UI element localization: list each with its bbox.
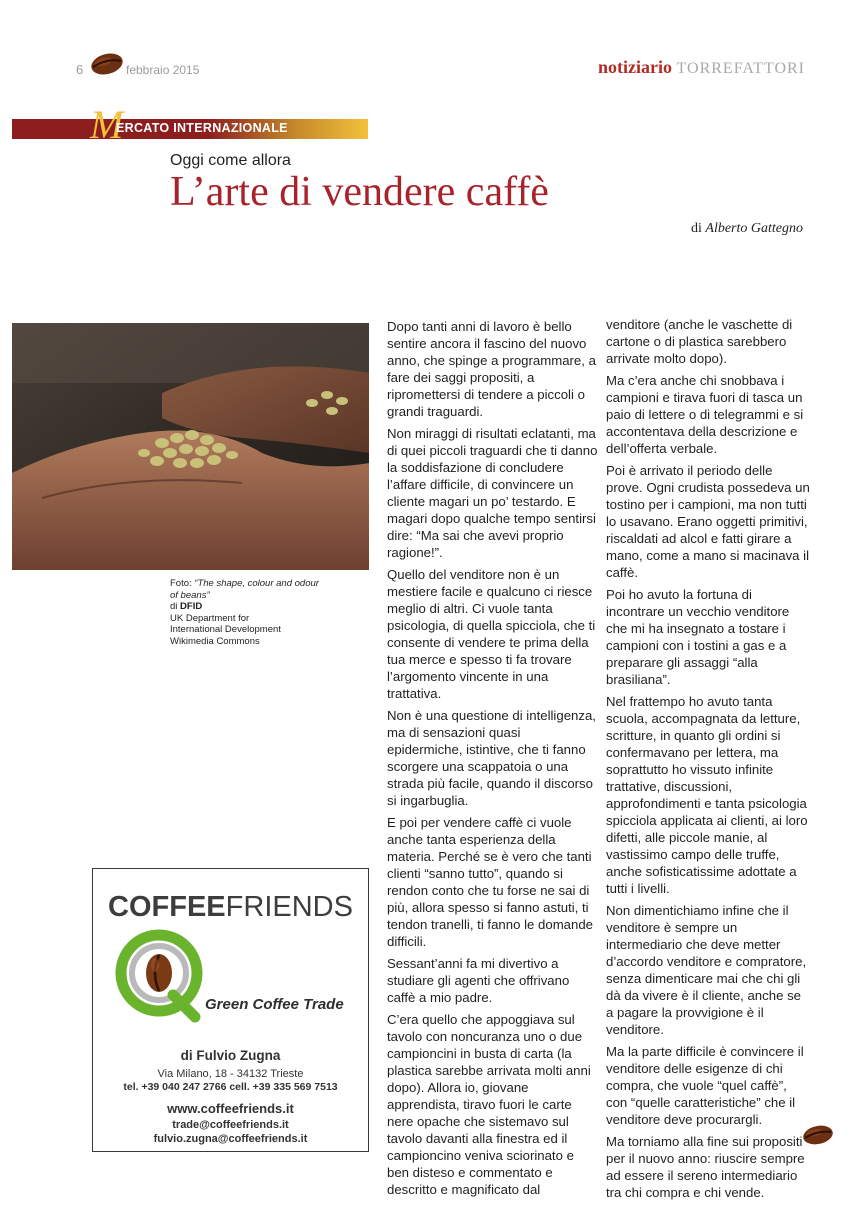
ad-address: Via Milano, 18 - 34132 Trieste (157, 1068, 304, 1080)
paragraph: Poi ho avuto la fortuna di incontrare un vecchio venditore che mi ha insegnato a tostare i campioni con i tostini a gas e a preparare gli assaggi “alla brasiliana”. (606, 587, 790, 687)
paragraph: Sessant’anni fa mi divertivo a studiare gli agenti che offrivano caffè a mio padre. (387, 956, 570, 1005)
article-column-1 (387, 318, 599, 1203)
paragraph: venditore (anche le vaschette di cartone o di plastica sarebbero arrivate molto dopo). (606, 317, 793, 366)
caption-line: International Development (170, 624, 281, 635)
paragraph: Non è una questione di intelligenza, ma di sensazioni quasi epidermiche, istintive, che ti fanno scorgere una scappatoia o una strada più facile, quando il discorso si ingarbuglia. (387, 708, 596, 808)
issue-date: febbraio 2015 (126, 63, 200, 77)
section-initial: M (90, 102, 124, 147)
paragraph: Nel frattempo ho avuto tanta scuola, accompagnata da letture, scritture, in quanto gli ordini si confermavano per lettera, ma soprattutto ho vissuto infinite trattative, discussioni, approfondimenti e tanta psicologia spicciola applicata ai clienti, ai loro difetti, alle piccole manie, al vastissimo campo delle truffe, anche sofisticatissime adottate a tutti i livelli. (606, 694, 808, 896)
ad-website: www.coffeefriends.it (167, 1101, 294, 1116)
coffee-bean-end-icon (802, 1124, 834, 1146)
article-column-2 (606, 316, 810, 1206)
ad-brand-bold: COFFEE (108, 891, 226, 923)
article-photo (12, 323, 369, 570)
ad-email-owner: fulvio.zugna@coffeefriends.it (153, 1133, 308, 1145)
article-title: L’arte di vendere caffè (170, 169, 549, 215)
paragraph: C’era quello che appoggiava sul tavolo con noncuranza uno o due campioncini in busta di carta (la plastica sarebbe arrivata molti anni dopo). Allora io, giovane apprendista, tiravo fuori le carte nere opache che sistemavo sul tavolo davanti alla finestra ed il campioncino veniva sciorinato e ben disteso e commentato e descritto e magnificato dal (387, 1012, 591, 1197)
paragraph: Ma c’era anche chi snobbava i campioni e tirava fuori di tasca un paio di lettere o di telegrammi e si accontentava della descrizione e dell’offerta verbale. (606, 373, 804, 456)
page-number: 6 (76, 62, 84, 77)
caption-prefix: Foto: (170, 578, 195, 589)
ad-email-trade: trade@coffeefriends.it (172, 1119, 289, 1131)
coffeefriends-advert (92, 868, 369, 1152)
paragraph: Poi è arrivato il periodo delle prove. Ogni crudista possedeva un tostino per i campioni, ma non tutti lo usavano. Erano oggetti primitivi, riscaldati ad alcol e fatti girare a mano, come a mano si macinava il caffè. (606, 463, 810, 580)
article-byline (691, 221, 803, 237)
article-kicker: Oggi come allora (170, 152, 291, 169)
green-q-bean-logo-icon (111, 925, 211, 1025)
caption-line: UK Department for (170, 612, 250, 624)
paragraph: Ma torniamo alla fine sui propositi per il nuovo anno: riuscire sempre ad essere il sereno intermediario tra chi compra e chi vende. (606, 1134, 805, 1200)
masthead-title: notiziario (598, 57, 673, 77)
paragraph: Non dimentichiamo infine che il venditore è sempre un intermediario che deve metter d’accordo venditore e compratore, senza dimenticare mai che chi gli dà da vivere è il cliente, anche se a pagare la provvigione è il venditore. (606, 903, 807, 1037)
photo-caption (170, 578, 320, 647)
caption-by-name: DFID (180, 601, 203, 612)
section-label: ERCATO INTERNAZIONALE (116, 121, 288, 135)
byline-prefix: di (691, 221, 702, 236)
caption-line: Wikimedia Commons (170, 635, 260, 647)
ad-brand (93, 891, 368, 924)
caption-title: “The shape, colour and odour of beans” (170, 578, 319, 601)
coffee-bean-icon (90, 52, 124, 76)
paragraph: Quello del venditore non è un mestiere facile e qualcuno ci riesce meglio di altri. Ci vuole tanta psicologia, di quella spicciola, che ti consente di vendere te prima della tua merce e spesso ti fa trovare l’argomento vincente in una trattativa. (387, 567, 596, 701)
masthead (598, 57, 805, 78)
masthead-subtitle: TORREFATTORI (676, 60, 805, 77)
photo-hands-with-coffee-beans (12, 323, 369, 570)
paragraph: Ma la parte difficile è convincere il venditore delle esigenze di chi compra, che vuole “quel caffè”, con “quelle caratteristiche” che il venditore deve procurargli. (606, 1044, 804, 1127)
ad-owner: di Fulvio Zugna (180, 1048, 281, 1063)
byline-author: Alberto Gattegno (705, 221, 803, 236)
ad-brand-regular: FRIENDS (225, 891, 353, 923)
ad-phones: tel. +39 040 247 2766 cell. +39 335 569 7513 (123, 1081, 338, 1093)
paragraph: Non miraggi di risultati eclatanti, ma di quei piccoli traguardi che ti danno la soddisfazione di concludere l’affare difficile, di convincere un cliente magari un po’ testardo. E magari dopo qualche tempo sentirsi dire: “Ma sai che avevi proprio ragione!”. (387, 426, 598, 560)
ad-tagline: Green Coffee Trade (205, 996, 344, 1013)
caption-by-prefix: di (170, 601, 181, 612)
paragraph: Dopo tanti anni di lavoro è bello sentire ancora il fascino del nuovo anno, che spinge a programmare, a fare dei saggi propositi, a ripromettersi di tendere a piccoli o grandi traguardi. (387, 319, 596, 419)
paragraph: E poi per vendere caffè ci vuole anche tanta esperienza della materia. Perché se è vero che tanti clienti “sanno tutto”, quando si rendon conto che tu forse ne sai di più, allora spesso si fanno astuti, ti tendon tranelli, ti fanno le domande difficili. (387, 815, 594, 949)
